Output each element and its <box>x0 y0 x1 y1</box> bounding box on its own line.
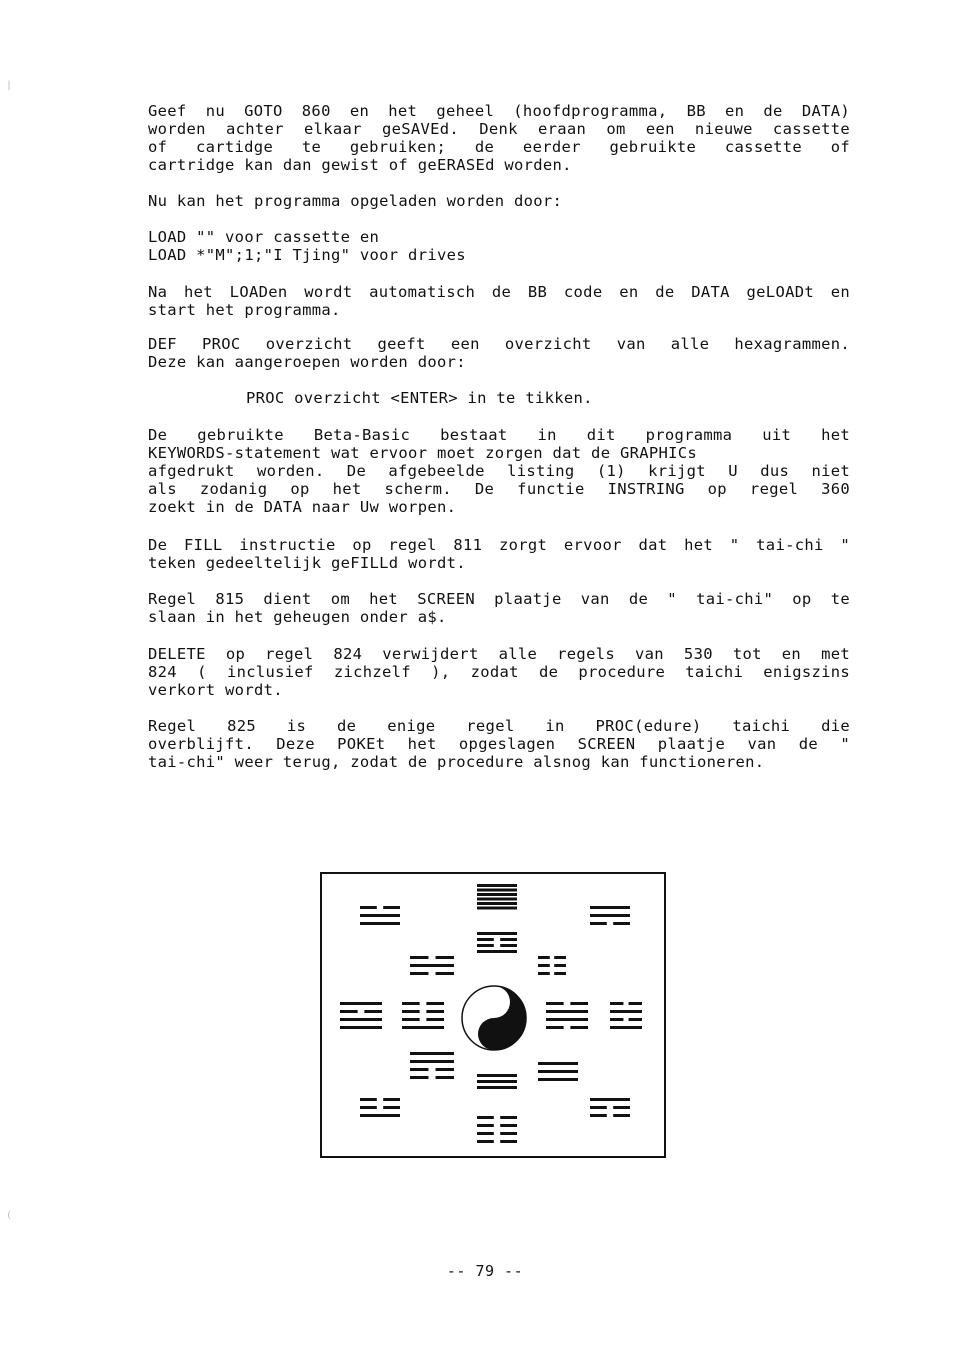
solid-line <box>402 1026 444 1029</box>
text-line: DELETE op regel 824 verwijdert alle regels van 530 tot en met <box>148 645 850 663</box>
text-line: start het programma. <box>148 301 341 319</box>
broken-line <box>500 1116 517 1119</box>
text-line: Na het LOADen wordt automatisch de BB code en de DATA geLOADt en <box>148 283 850 301</box>
proc-overzicht-command: PROC overzicht <ENTER> in te tikken. <box>246 389 593 407</box>
broken-line <box>360 1098 377 1101</box>
broken-line <box>410 956 428 959</box>
broken-line <box>364 1010 382 1013</box>
text-line: KEYWORDS-statement wat ervoor moet zorgen dat de GRAPHICs <box>148 444 698 462</box>
solid-line <box>538 1070 578 1073</box>
broken-line <box>360 906 377 909</box>
text-line: 824 ( inclusief zichzelf ), zodat de procedure taichi enigszins <box>148 663 850 681</box>
text-line: cartridge kan dan gewist of geERASEd worden. <box>148 156 572 174</box>
broken-line <box>477 1124 494 1127</box>
broken-line <box>629 1002 642 1005</box>
broken-line <box>402 1010 420 1013</box>
solid-line <box>477 950 517 953</box>
text-line: verkort wordt. <box>148 681 283 699</box>
broken-line <box>360 1106 377 1109</box>
broken-line <box>570 1002 588 1005</box>
broken-line <box>340 1010 358 1013</box>
text-line: LOAD "" voor cassette en <box>148 228 380 246</box>
text-line: Geef nu GOTO 860 en het geheel (hoofdprogramma, BB en de DATA) <box>148 102 850 120</box>
broken-line <box>426 1018 444 1021</box>
text-line: slaan in het geheugen onder a$. <box>148 608 447 626</box>
text-line: Regel 815 dient om het SCREEN plaatje van de " tai-chi" op te <box>148 590 850 608</box>
broken-line <box>570 1026 588 1029</box>
broken-line <box>477 944 494 947</box>
tai-chi-diagram <box>322 874 664 1156</box>
broken-line <box>436 956 454 959</box>
text-line: of cartidge te gebruiken; de eerder gebruikte cassette of <box>148 138 850 156</box>
paragraph-delete <box>148 645 850 699</box>
broken-line <box>477 938 494 941</box>
text-line: LOAD *"M";1;"I Tjing" voor drives <box>148 246 466 264</box>
paragraph-beta-basic <box>148 426 850 516</box>
solid-line <box>360 914 400 917</box>
text-line: zoekt in de DATA naar Uw worpen. <box>148 498 457 516</box>
paragraph-opladen <box>148 192 850 210</box>
broken-line <box>613 1114 630 1117</box>
broken-line <box>436 1076 454 1079</box>
solid-line <box>340 1002 382 1005</box>
broken-line <box>402 1002 420 1005</box>
broken-line <box>500 938 517 941</box>
paragraph-regel-815 <box>148 590 850 626</box>
broken-line <box>500 1124 517 1127</box>
text-line: De FILL instructie op regel 811 zorgt ervoor dat het " tai-chi " <box>148 536 850 554</box>
broken-line <box>613 922 630 925</box>
broken-line <box>538 956 550 959</box>
text-line: Deze kan aangeroepen worden door: <box>148 353 466 371</box>
solid-line <box>538 1062 578 1065</box>
broken-line <box>410 1068 428 1071</box>
solid-line <box>410 964 454 967</box>
broken-line <box>477 1116 494 1119</box>
solid-line <box>477 893 517 896</box>
scan-mark: ( <box>6 1210 13 1221</box>
broken-line <box>590 1106 607 1109</box>
solid-line <box>360 1114 400 1117</box>
solid-line <box>360 922 400 925</box>
solid-line <box>610 1026 642 1029</box>
solid-line <box>477 889 517 892</box>
broken-line <box>554 972 566 975</box>
text-line: teken gedeeltelijk geFILLd wordt. <box>148 554 466 572</box>
paragraph-fill <box>148 536 850 572</box>
solid-line <box>477 898 517 901</box>
paragraph-def-proc <box>148 335 850 371</box>
solid-line <box>477 902 517 905</box>
broken-line <box>538 972 550 975</box>
broken-line <box>477 1140 494 1143</box>
paragraph-na-het-loaden <box>148 283 850 319</box>
paragraph-load-commands <box>148 228 850 264</box>
broken-line <box>436 972 454 975</box>
broken-line <box>500 944 517 947</box>
broken-line <box>538 964 550 967</box>
solid-line <box>477 884 517 887</box>
broken-line <box>590 922 607 925</box>
solid-line <box>590 1098 630 1101</box>
solid-line <box>477 907 517 910</box>
solid-line <box>477 1080 517 1083</box>
broken-line <box>383 1106 400 1109</box>
text-line: worden achter elkaar geSAVEd. Denk eraan om een nieuwe cassette <box>148 120 850 138</box>
broken-line <box>410 972 428 975</box>
broken-line <box>554 956 566 959</box>
scan-mark: | <box>6 80 13 91</box>
solid-line <box>340 1018 382 1021</box>
broken-line <box>546 1002 564 1005</box>
broken-line <box>410 1076 428 1079</box>
broken-line <box>500 1140 517 1143</box>
text-line: DEF PROC overzicht geeft een overzicht van alle hexagrammen. <box>148 335 850 353</box>
broken-line <box>383 906 400 909</box>
text-line: afgedrukt worden. De afgebeelde listing (1) krijgt U dus niet <box>148 462 850 480</box>
tai-chi-dark-dot <box>490 1030 498 1038</box>
solid-line <box>538 1078 578 1081</box>
broken-line <box>613 1106 630 1109</box>
page-number: -- 79 -- <box>446 1262 524 1280</box>
text-line: overblijft. Deze POKEt het opgeslagen SCREEN plaatje van de " <box>148 735 850 753</box>
solid-line <box>477 1086 517 1089</box>
solid-line <box>546 1018 588 1021</box>
broken-line <box>610 1002 623 1005</box>
text-line: als zodanig op het scherm. De functie INSTRING op regel 360 <box>148 480 850 498</box>
broken-line <box>402 1018 420 1021</box>
solid-line <box>590 914 630 917</box>
broken-line <box>554 964 566 967</box>
tai-chi-light-dot <box>490 998 498 1006</box>
broken-line <box>426 1002 444 1005</box>
solid-line <box>610 1010 642 1013</box>
broken-line <box>436 1068 454 1071</box>
solid-line <box>546 1010 588 1013</box>
tai-chi-figure <box>320 872 666 1158</box>
text-line: De gebruikte Beta-Basic bestaat in dit programma uit het <box>148 426 850 444</box>
broken-line <box>477 1132 494 1135</box>
text-line: Nu kan het programma opgeladen worden door: <box>148 192 563 210</box>
solid-line <box>340 1026 382 1029</box>
broken-line <box>546 1026 564 1029</box>
text-line: tai-chi" weer terug, zodat de procedure alsnog kan functioneren. <box>148 753 765 771</box>
broken-line <box>590 1114 607 1117</box>
broken-line <box>629 1018 642 1021</box>
text-line: Regel 825 is de enige regel in PROC(edure) taichi die <box>148 717 850 735</box>
solid-line <box>410 1052 454 1055</box>
solid-line <box>590 906 630 909</box>
paragraph-regel-825 <box>148 717 850 771</box>
broken-line <box>426 1010 444 1013</box>
broken-line <box>610 1018 623 1021</box>
solid-line <box>410 1060 454 1063</box>
broken-line <box>383 1098 400 1101</box>
solid-line <box>477 932 517 935</box>
solid-line <box>477 1074 517 1077</box>
broken-line <box>500 1132 517 1135</box>
paragraph-goto-860 <box>148 102 850 174</box>
